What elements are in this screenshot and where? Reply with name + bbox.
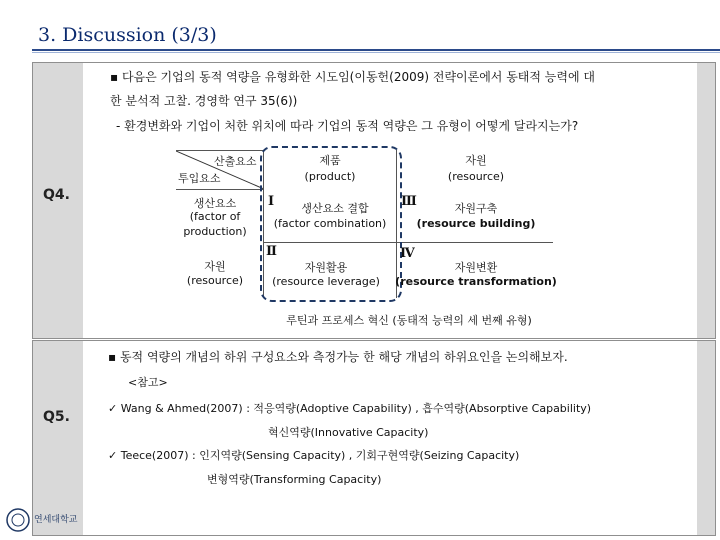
q4-subquestion: - 환경변화와 기업이 처한 위치에 따라 기업의 동적 역량은 그 유형이 어떻게 달라지는가? [116, 119, 579, 133]
q4-right-bar [697, 63, 715, 338]
row1-header-en2: production) [183, 225, 247, 238]
quadrant-2-label-en: (resource leverage) [272, 275, 380, 288]
quadrant-3-label: 자원구축 [454, 202, 498, 215]
q5-item-1: ✓ Wang & Ahmed(2007) : 적응역량(Adoptive Capability) , 흡수역량(Absorptive Capability) [108, 402, 592, 415]
slide-title: 3. Discussion (3/3) [38, 24, 217, 46]
quadrant-4-number: Ⅳ [400, 246, 415, 261]
university-name: 연세대학교 [34, 515, 78, 525]
matrix-hline-head [176, 189, 264, 190]
quadrant-1-label: 생산요소 결합 [301, 202, 369, 215]
row2-header: 자원 [204, 260, 226, 273]
q5-label: Q5. [43, 409, 70, 425]
q4-label: Q4. [43, 187, 70, 203]
quadrant-4-label-en: (resource transformation) [395, 275, 557, 288]
quadrant-3-label-en: (resource building) [416, 217, 536, 230]
corner-bottom-label: 투입요소 [178, 172, 221, 185]
q5-right-bar [697, 341, 715, 535]
q5-item-2-cont: 변형역량(Transforming Capacity) [207, 473, 382, 486]
q5-left-bar [33, 341, 83, 535]
row1-header: 생산요소 [193, 197, 237, 210]
quadrant-3-number: Ⅲ [401, 194, 417, 209]
university-seal-icon [6, 508, 30, 532]
col2-header: 자원 [465, 154, 487, 167]
q5-bullet: ▪ 동적 역량의 개념의 하위 구성요소와 측정가능 한 해당 개념의 하위요인을 논의해보자. [108, 350, 568, 364]
quadrant-4-label: 자원변환 [454, 261, 498, 274]
q5-item-1-cont: 혁신역량(Innovative Capacity) [268, 426, 429, 439]
row2-header-en: (resource) [186, 274, 244, 287]
col2-header-en: (resource) [447, 170, 505, 183]
row1-header-en1: (factor of [189, 210, 241, 223]
quadrant-1-number: Ⅰ [268, 194, 275, 209]
title-rule-thin [32, 52, 720, 53]
q5-reference-label: <참고> [128, 376, 168, 389]
quadrant-2-label: 자원활용 [304, 261, 348, 274]
q4-footer-note: 루틴과 프로세스 혁신 (동태적 능력의 세 번째 유형) [286, 314, 532, 327]
matrix-hline-top [176, 150, 264, 151]
col1-header-en: (product) [304, 170, 356, 183]
q5-item-2: ✓ Teece(2007) : 인지역량(Sensing Capacity) , 기회구현역량(Seizing Capacity) [108, 449, 520, 462]
quadrant-2-number: Ⅱ [266, 244, 277, 259]
quadrant-1-label-en: (factor combination) [273, 217, 387, 230]
university-logo [6, 508, 78, 536]
q4-bullet-cont: 한 분석적 고찰. 경영학 연구 35(6)) [110, 94, 298, 108]
q4-bullet: ▪ 다음은 기업의 동적 역량을 유형화한 시도임(이동헌(2009) 전략이론에서 동태적 능력에 대 [110, 70, 595, 84]
title-rule [32, 49, 720, 51]
col1-header: 제품 [319, 154, 341, 167]
corner-top-label: 산출요소 [214, 155, 257, 168]
